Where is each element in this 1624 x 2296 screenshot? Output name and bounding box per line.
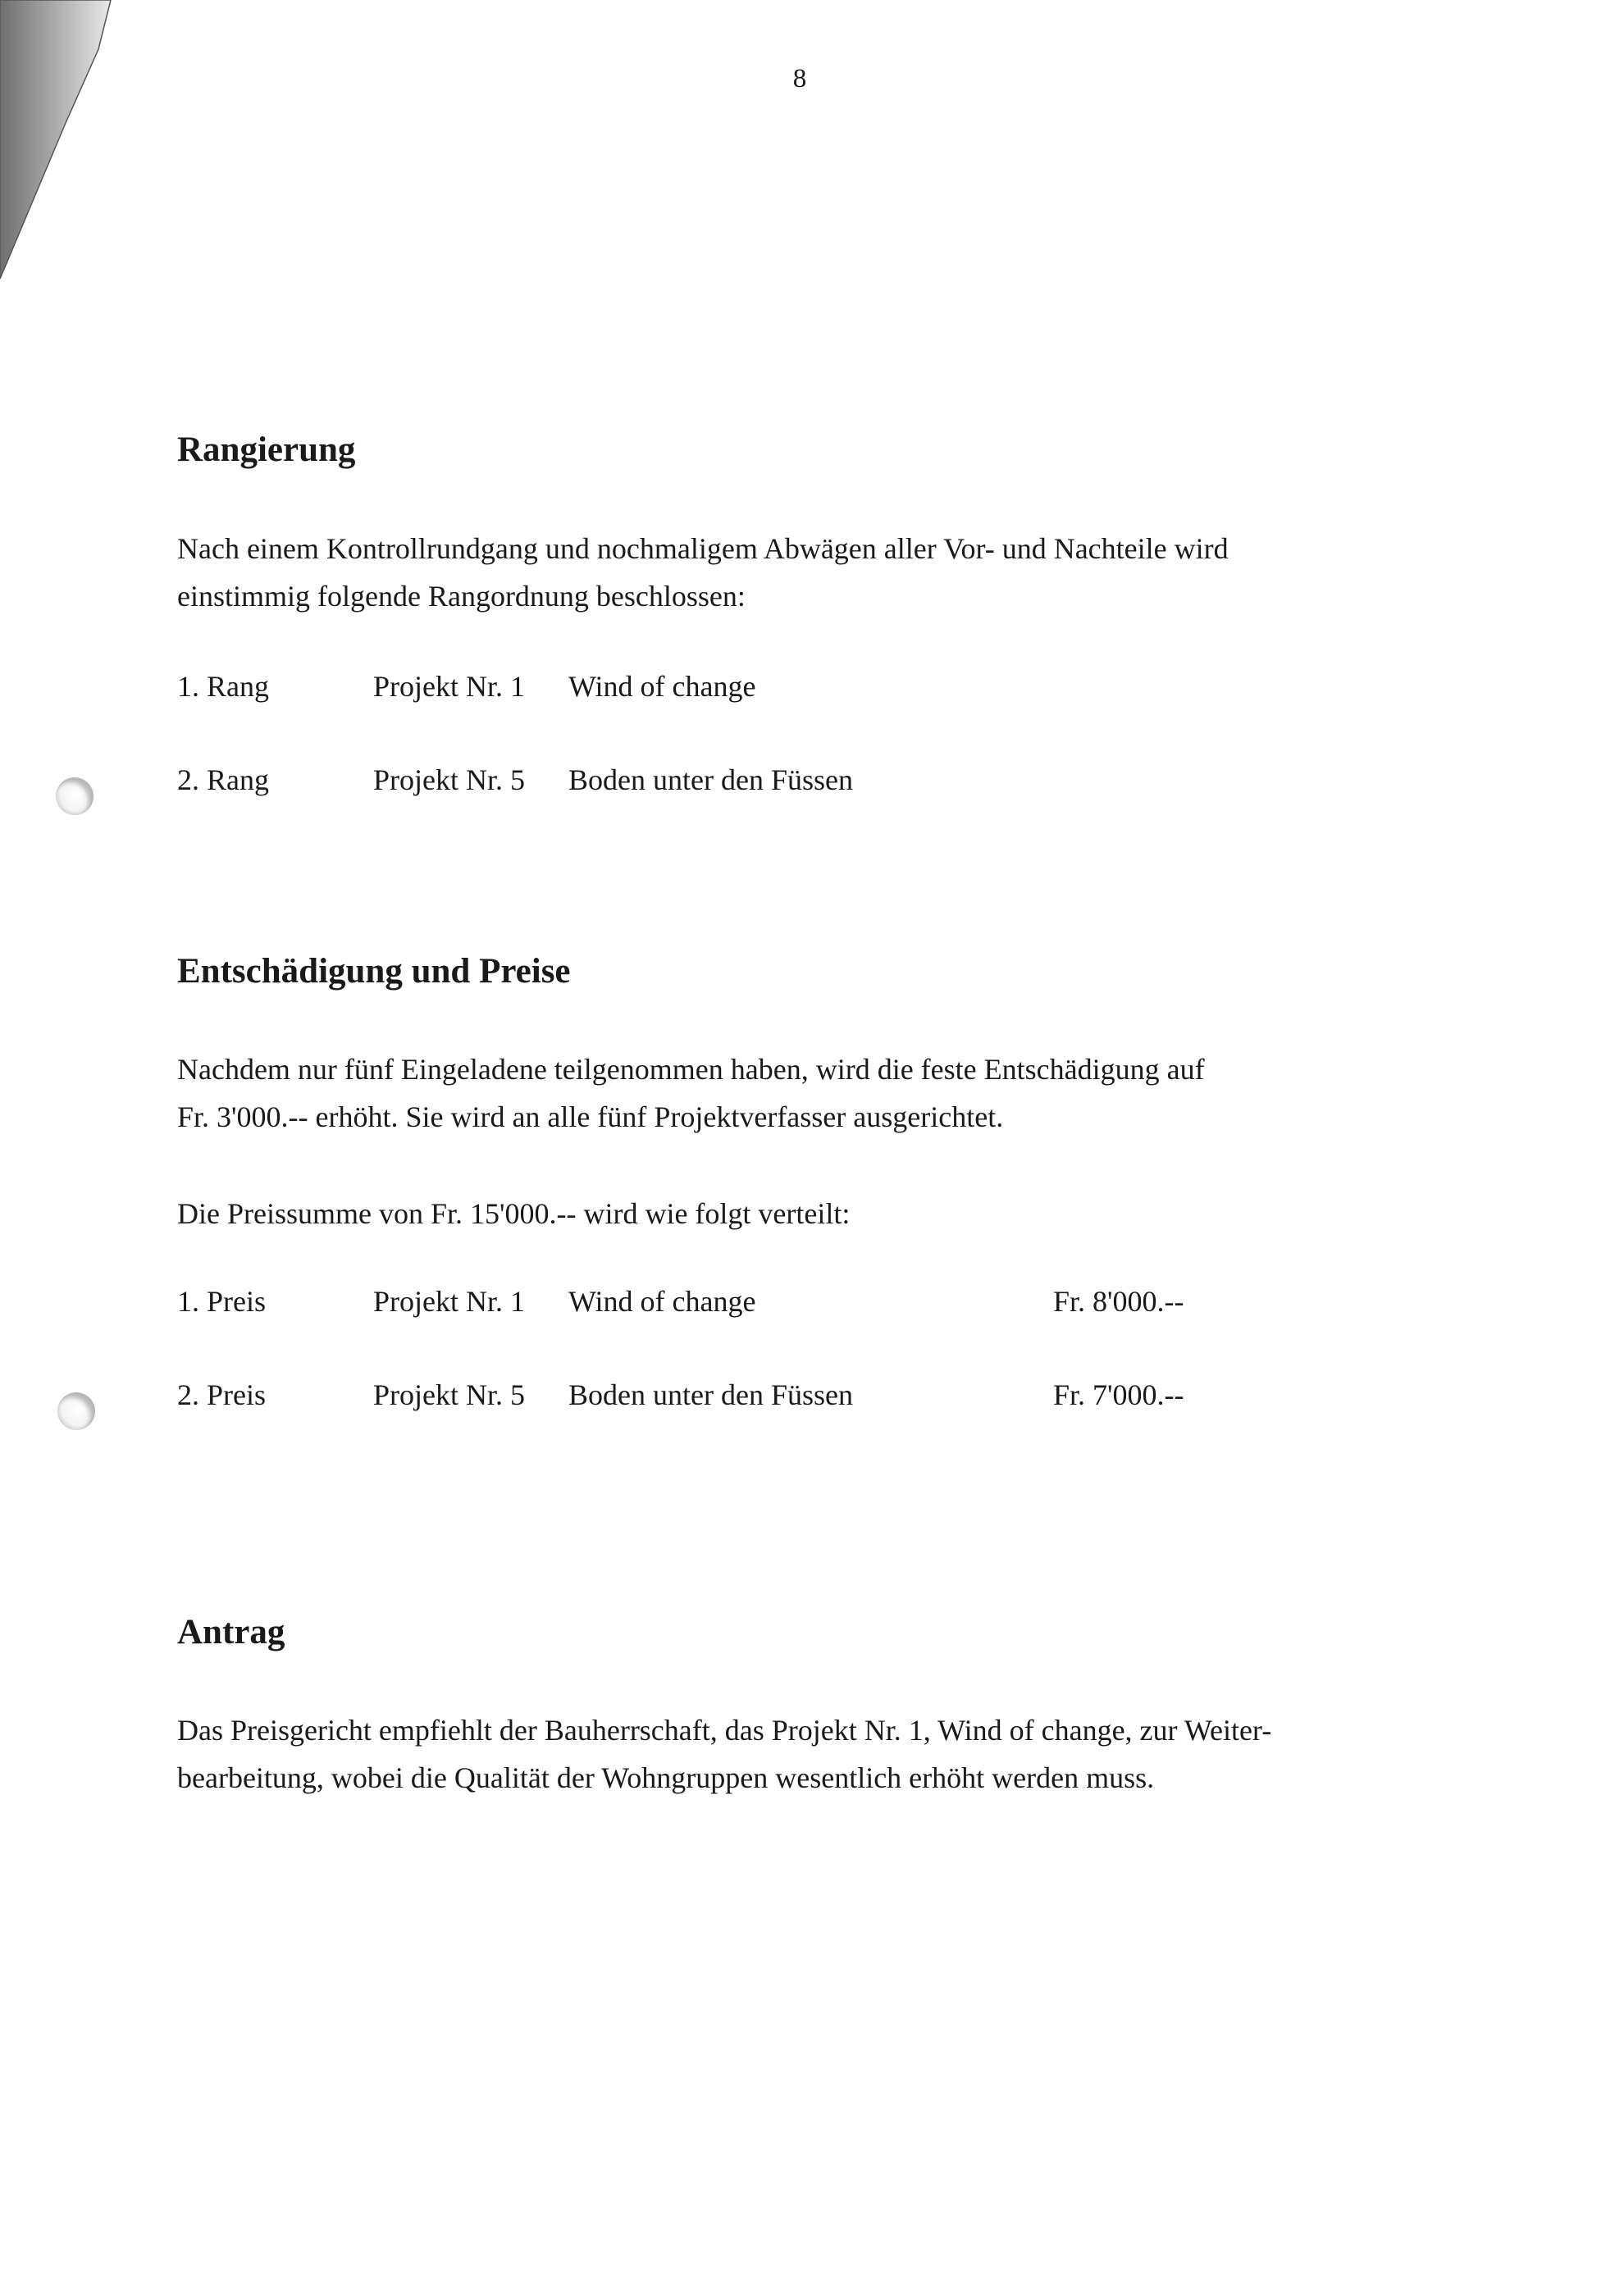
prize-amount: Fr. 7'000.-- xyxy=(1053,1378,1184,1411)
project-number: Projekt Nr. 1 xyxy=(373,1285,525,1318)
page-number: 8 xyxy=(792,64,807,93)
compensation-line: Nachdem nur fünf Eingeladene teilgenommen haben, wird die feste Entschädigung auf xyxy=(177,1053,1205,1086)
compensation-paragraph xyxy=(177,1046,1440,1141)
motion-line: Das Preisgericht empfiehlt der Bauherrschaft, das Projekt Nr. 1, Wind of change, zur Weiter- xyxy=(177,1714,1272,1747)
project-name: Boden unter den Füssen xyxy=(568,1378,853,1411)
rank-label: 2. Rang xyxy=(177,763,269,796)
motion-line: bearbeitung, wobei die Qualität der Wohngruppen wesentlich erhöht werden muss. xyxy=(177,1761,1155,1794)
rank-label: 1. Rang xyxy=(177,670,269,703)
project-name: Wind of change xyxy=(568,670,756,703)
punch-hole xyxy=(57,1392,95,1430)
compensation-heading: Entschädigung und Preise xyxy=(177,952,571,991)
prize-label: 1. Preis xyxy=(177,1285,266,1318)
project-number: Projekt Nr. 5 xyxy=(373,1378,525,1411)
folded-corner xyxy=(0,0,115,279)
prize-amount: Fr. 8'000.-- xyxy=(1053,1285,1184,1318)
ranking-intro-line: einstimmig folgende Rangordnung beschlossen: xyxy=(177,580,746,613)
prize-label: 2. Preis xyxy=(177,1378,266,1411)
prize-sum-paragraph: Die Preissumme von Fr. 15'000.-- wird wie folgt verteilt: xyxy=(177,1197,851,1230)
punch-hole xyxy=(56,777,94,815)
motion-heading: Antrag xyxy=(177,1613,285,1651)
project-number: Projekt Nr. 1 xyxy=(373,670,525,703)
compensation-line: Fr. 3'000.-- erhöht. Sie wird an alle fünf Projektverfasser ausgerichtet. xyxy=(177,1100,1004,1133)
ranking-heading: Rangierung xyxy=(177,430,356,469)
ranking-intro-line: Nach einem Kontrollrundgang und nochmaligem Abwägen aller Vor- und Nachteile wird xyxy=(177,532,1229,565)
project-name: Wind of change xyxy=(568,1285,756,1318)
motion-paragraph xyxy=(177,1706,1440,1802)
project-number: Projekt Nr. 5 xyxy=(373,763,525,796)
ranking-intro xyxy=(177,525,1440,620)
project-name: Boden unter den Füssen xyxy=(568,763,853,796)
